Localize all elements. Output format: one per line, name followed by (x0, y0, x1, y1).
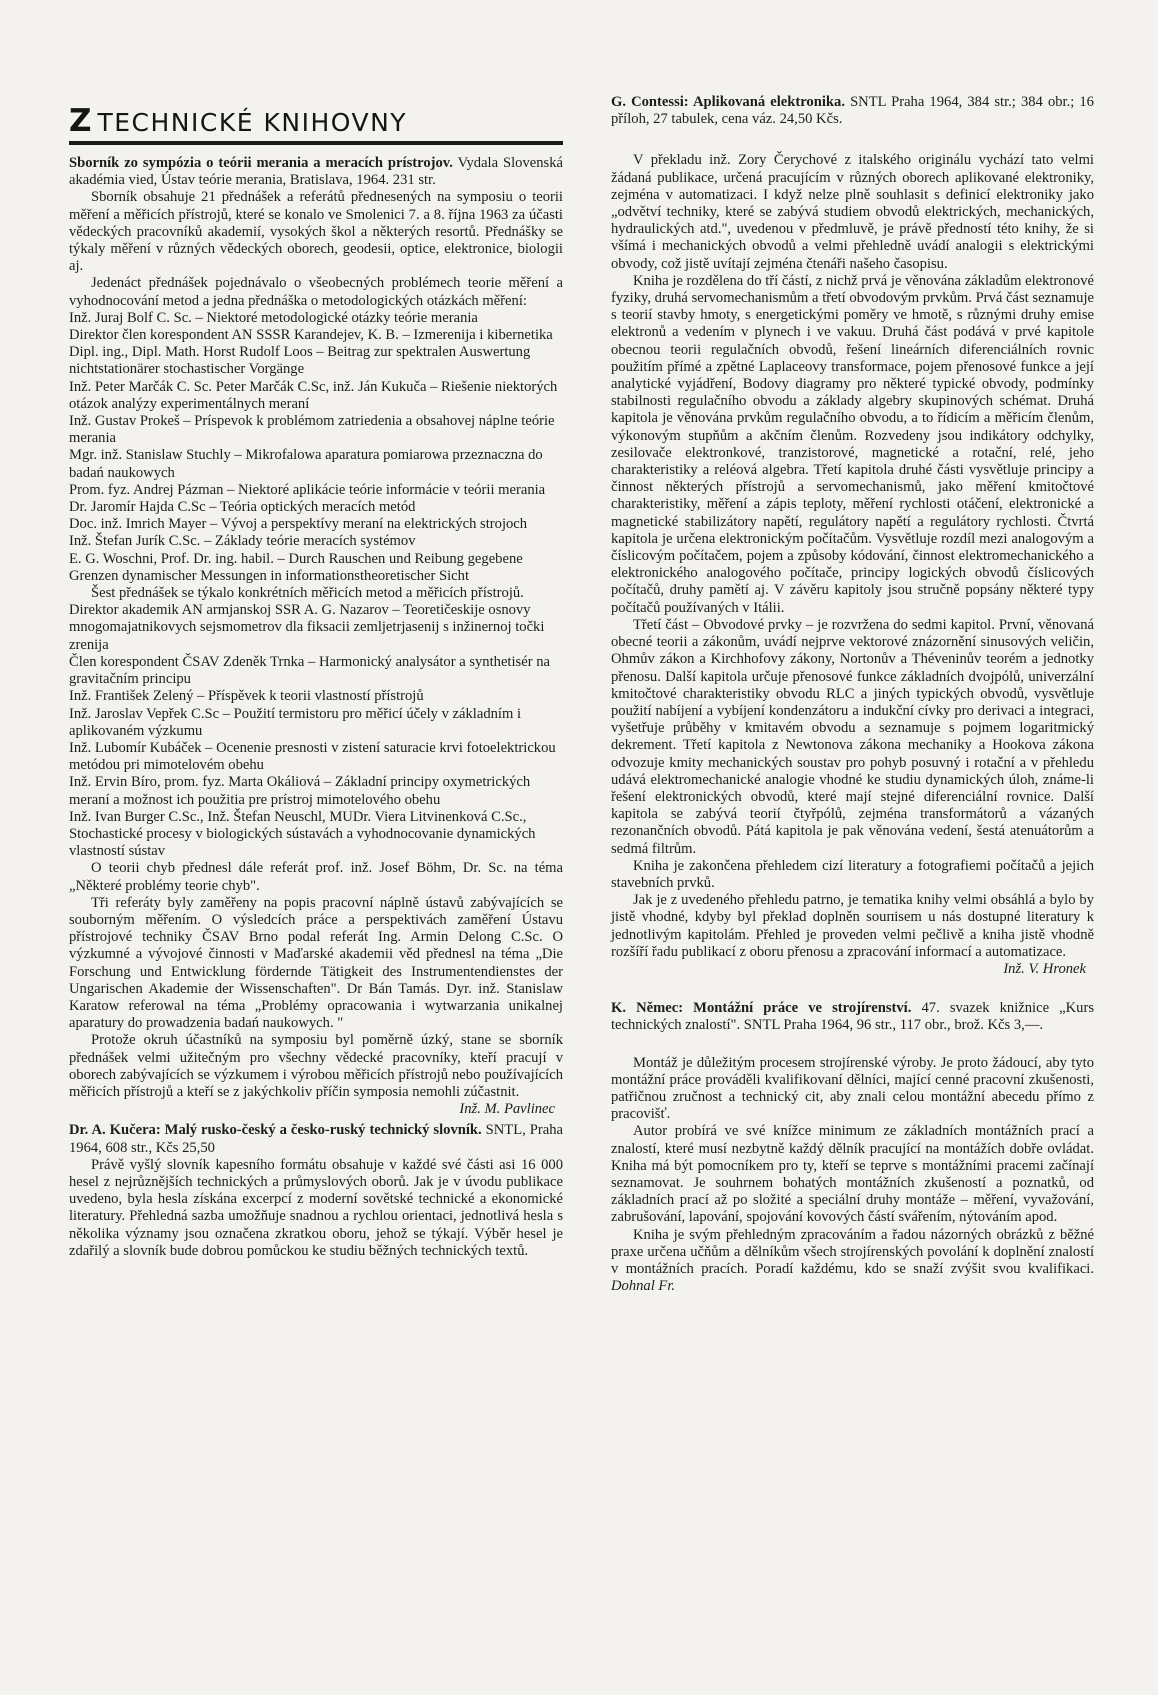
review1-signature: Inž. M. Pavlinec (459, 1101, 555, 1118)
review4-heading-details: 47. svazek knižnice „Kurs technických znalostí". SNTL Praha 1964, 96 str., 117 obr., brož. Kčs 3,—. (611, 1000, 1095, 1034)
section-title-rest: TECHNICKÉ KNIHOVNY (97, 108, 408, 137)
title-rule (69, 141, 563, 145)
review3-paragraph: Kniha je zakončena přehledem cizí literatury a fotografiemi počítačů a jejich stavebních prvků. (611, 857, 1094, 891)
list-item: Prom. fyz. Andrej Pázman – Niektoré aplikácie teórie informácie v teórii merania (69, 481, 546, 498)
review1-paragraph: Šest přednášek se týkalo konkrétních měřicích metod a měřicích přístrojů. (91, 585, 524, 602)
section-title-initial: Z (69, 103, 92, 139)
review4-paragraph: Montáž je důležitým procesem strojírenské výroby. Je proto žádoucí, aby tyto montážní práce prováděli kvalifikovaní dělníci, mající cenné pracovní zkušenosti, patřičnou zručnost a technický cit, aby znali celou montážní abecedu přímo z pracovišť. (611, 1054, 1094, 1123)
list-item: Inž. Ervin Bíro, prom. fyz. Marta Okáliová – Základní principy oxymetrických meraní a možnost ich použitia pre prístroj mimotelového obehu (69, 774, 531, 808)
list-item: Inž. Lubomír Kubáček – Ocenenie presnosti v zistení saturacie krvi fotoelektrickou metódou pri mimotelovém obehu (69, 739, 556, 774)
list-item: Doc. inž. Imrich Mayer – Vývoj a perspektívy meraní na elektrických strojoch (69, 516, 528, 533)
review1-paragraph: Sborník obsahuje 21 přednášek a referátů přednesených na symposiu o teorii měření a měřicích přístrojů, které se konalo ve Smolenici 7. a 8. října 1963 za účasti vědeckých pracovníků akademií, vysokých škol a některých resortů. Přednášky se týkaly měření v různých vědeckých oborech, geodesii, optice, elektronice, biologii aj. (69, 189, 563, 275)
review4-paragraph-text: Kniha je svým přehledným zpracováním a řadou názorných obrázků z běžné praxe určena učňům a dělníkům všech strojírenských povolání k doplnění znalostí v montážních pracích. Poradí každému, kdo se snaží zvýšit svou kvalifikaci. (611, 1226, 1094, 1277)
section-title (69, 103, 407, 139)
review4-paragraph (611, 1227, 1094, 1296)
review4-heading-bold: K. Němec: Montážní práce ve strojírenství. (611, 1000, 912, 1017)
list-item: Mgr. inž. Stanislaw Stuchly – Mikrofalowa aparatura pomiarowa przeznaczna do badań naukowych (69, 447, 543, 481)
review4-heading (611, 1000, 1094, 1034)
list-item: Direktor akademik AN armjanskoj SSR A. G. Nazarov – Teoretičeskije osnovy mnogomajatnikovych sejsmometrov dla fiksacii zemljetrjasenij s inžinernoj točki zrenija (69, 602, 545, 653)
review3-paragraph: Kniha je rozdělena do tří částí, z nichž prvá je věnována základům elektronové fyziky, druhá servomechanismům a třetí obvodovým prvkům. Prvá část seznamuje s teorií stavby hmoty, s energetickými poměry ve hmotě, s různými druhy emise elektronů a vedením v plynech i ve vakuu. Druhá část podává v prvé kapitole obecnou teorii regulačních obvodů, řešení lineárních diferenciálních rovnic použitím přímé a zpětné Laplaceovy transformace, pojem přenosové funkce a její analytické vyjádření, Bodovy diagramy pro některé typické obvody, podmínky stabilnosti regulačního obvodu a základy algebry skupinových schémat. Druhá kapitola je věnována prvkům regulačního obvodu, a to řídicím a měřicím členům, výkonovým stupňům a akčním členům. Rozvedeny jsou indikátory odchylky, zesilovače elektronkové, tranzistorové, magnetické a rotační, relé, jeho charakteristiky a reléová algebra. Třetí kapitola druhé části vysvětluje principy a činnost některých přístrojů a servomechanismů, jako měření kmitočtové charakteristiky, měření a zápis teploty, měření rychlosti otáčení, elektronické a magnetické stabilizátory napětí, regulátory napětí a regulátory rychlosti. Čtvrtá kapitola je určena elektronickým počítačům. Vysvětluje rozdíl mezi analogovým a číslicovým počítačem, pojem a způsoby kódování, činnost elektromechanického a elektronického analogového počítače, principy logických obvodů číslicových počítačů, druhy pamětí aj. V závěru kapitoly jsou stručně popsány některé typy počítačů používaných v Itálii. (611, 272, 1094, 616)
list-item: Člen korespondent ČSAV Zdeněk Trnka – Harmonický analysátor a synthetisér na gravitačním principu (69, 653, 550, 688)
review1-heading (69, 155, 563, 189)
list-item: Dipl. ing., Dipl. Math. Horst Rudolf Loos – Beitrag zur spektralen Auswertung nichtstationärer stochastischer Vorgänge (69, 344, 531, 378)
review3-heading-bold: G. Contessi: Aplikovaná elektronika. (611, 94, 845, 110)
list-item: Direktor člen korespondent AN SSSR Karandejev, K. B. – Izmerenija i kibernetika (69, 327, 553, 344)
review1-lecture-list (69, 310, 563, 585)
review1-paragraph: Protože okruh účastníků na symposiu byl poměrně úzký, stane se sborník přednášek velmi užitečným pro všechny vědecké pracovníky, kteří pracují v oborech zabývajících se výzkumem i výrobou měřicích přístrojů nebo používajících měřicích přístrojů a kteří se z jakýchkoliv příčin symposia nemohli zúčastnit. (69, 1032, 563, 1100)
review2-paragraph: Právě vyšlý slovník kapesního formátu obsahuje v každé své části asi 16 000 hesel z nejrůznějších technických a průmyslových oborů. Jak je v úvodu publikace uvedeno, byla hesla získána excerpcí z moderní sovětské technické a ekonomické literatury. Přehledná sazba umožňuje snadnou a rychlou orientaci, jednotlivá hesla s několika významy jsou označena zkratkou oboru, jehož se týkají. Výběr hesel je zdařilý a slovník bude dobrou pomůckou ke studiu běžných technických textů. (69, 1156, 563, 1259)
review2-heading-bold: Dr. A. Kučera: Malý rusko-český a česko-ruský technický slovník. (69, 1122, 482, 1139)
review3-heading-details: SNTL Praha 1964, 384 str.; 384 obr.; 16 příloh, 27 tabulek, cena váz. 24,50 Kčs. (611, 94, 1094, 128)
review1-lecture-list-2 (69, 602, 563, 860)
review4-signature: Dohnal Fr. (611, 1278, 676, 1295)
review2-heading (69, 1122, 563, 1156)
review3-signature: Inž. V. Hronek (1003, 960, 1086, 977)
list-item: Inž. Ivan Burger C.Sc., Inž. Štefan Neuschl, MUDr. Viera Litvinenková C.Sc., Stochastické procesy v biologických sústavách a vyhodnocovanie dynamických vlastností sústav (69, 808, 536, 860)
list-item: Inž. Peter Marčák C. Sc. Peter Marčák C.Sc, inž. Ján Kukuča – Riešenie niektorých otázok analýzy experimentálnych meraní (69, 378, 558, 412)
list-item: Inž. Štefan Jurík C.Sc. – Základy teórie meracích systémov (69, 533, 416, 550)
list-item: Inž. Gustav Prokeš – Príspevok k problémom zatriedenia a obsahovej náplne teórie merania (69, 413, 555, 447)
review3-paragraph: Jak je z uvedeného přehledu patrno, je tematika knihy velmi obsáhlá a bylo by jistě vhodné, kdyby byl překlad doplněn souпisem u nás dostupné literatury k jednotlivým kapitolám. Přehled je proveden velmi pečlivě a kniha jistě vhodně rozšíří řadu publikací z oboru přenosu a zpracování informací a automatizace. (611, 892, 1094, 960)
review1-paragraph: O teorii chyb přednesl dále referát prof. inž. Josef Böhm, Dr. Sc. na téma „Některé problémy teorie chyb". (69, 860, 563, 894)
list-item: E. G. Woschni, Prof. Dr. ing. habil. – Durch Rauschen und Reibung gegebene Grenzen dynamischer Messungen in informationstheoretischer Sicht (69, 550, 523, 584)
review1-paragraph: Jedenáct přednášek pojednávalo o všeobecných problémech teorie měření a vyhodnocování metod a jedna přednáška o metodologických otázkách měření: (69, 275, 563, 309)
review4-paragraph: Autor probírá ve své knížce minimum ze základních montážních prací a znalostí, které musí nezbytně každý dělník pracující na montážích dobře ovládat. Kniha má být pomocníkem pro ty, kteří se teprve s montážními pracemi začínají seznamovat. Je souhrnem bohatých montážních zkušeností a poznatků, od základních prací až po složité a speciální druhy montáže – měření, vyvažování, zabrušování, lapování, spojování kovových částí svářením, nýtováním apod. (611, 1123, 1094, 1226)
review1-heading-details: Vydala Slovenská akadémia vied, Ústav teórie merania, Bratislava, 1964. 231 str. (69, 155, 563, 189)
list-item: Inž. František Zelený – Příspěvek k teorii vlastností přístrojů (69, 688, 424, 705)
right-column (611, 94, 1094, 1295)
list-item: Inž. Juraj Bolf C. Sc. – Niektoré metodologické otázky teórie merania (69, 309, 478, 326)
review3-paragraph: Třetí část – Obvodové prvky – je rozvržena do sedmi kapitol. První, věnovaná obecné teorii a zákonům, uvádí nejprve vektorové znázornění sinusových veličin, Ohmův zákon a Kirchhofovy zákony, Nortonův a Théveninův teorém a jednotky přenosu. Další kapitola určuje přenosové funkce základních dvojpólů, univerzální kmitočtové charakteristiky obvodu RLC a jiných typických obvodů, vysvětluje použití nabíjení a vybíjení kondenzátoru a indukční cívky pro derivaci a integraci, vyšetřuje průběhy v kmitavém obvodu a seznamuje s pojmem logaritmický dekrement. Třetí kapitola z Newtonova zákona mechaniky a Hookova zákona odvozuje kmity mechanických soustav pro pohyb posuvný i rotační a v přehledu udává elektromechanické analogie vhodné ke studiu dynamických úloh, známe-li řešení elektronických obvodů, které mají stejné diferenciální rovnice. Další kapitola se zabývá teorií čtyřpólů, zejména transformátorů a vázaných rezonančních obvodů. Pátá kapitola je pak věnována vedení, šestá atenuátorům a sedmá filtrům. (611, 616, 1094, 857)
review1-paragraph: Tři referáty byly zaměřeny na popis pracovní náplně ústavů zabývajících se souborným měřením. O výsledcích práce a perspektivách zaměření Ústavu přístrojové techniky ČSAV Brno podal referát Ing. Armin Delong C.Sc. O výzkumné a vývojové činnosti v Maďarské akademii věd přednesl na téma „Die Forschung und Entwicklung fördernde Tätigkeit des Instrumentendienstes der Ungarischen Akademie der Wissenschaften". Dr Bán Tamás. Dyr. inž. Stanislaw Karatow referowal na téma „Problémy opracowania i wytwarzania unikalnej aparatury do prowadzenia badań naukowych. " (69, 894, 563, 1032)
review3-heading (611, 94, 1094, 128)
list-item: Inž. Jaroslav Vepřek C.Sc – Použití termistoru pro měřicí účely v základním i aplikovaném výzkumu (69, 705, 522, 739)
review2-heading-details: SNTL, Praha 1964, 608 str., Kčs 25,50 (69, 1122, 563, 1156)
list-item: Dr. Jaromír Hajda C.Sc – Teória optických meracích metód (69, 499, 416, 516)
left-column (69, 155, 563, 1260)
review3-paragraph: V překladu inž. Zory Čerychové z italského originálu vychází tato velmi žádaná publikace, určená pracujícím v různých oborech aplikované elektroniky, zejména v automatizaci. I když nelze plně souhlasit s definicí elektroniky jako „odvětví techniky, které se zabývá studiem obvodů elektrických, mechanických, hydraulických atd.", uvedenou v předmluvě, je právě předností této knihy, že si všímá i mechanických obvodů a velmi přehledně uvádí analogii s elektrickými obvody, což jistě uvítají zejména čtenáři našeho časopisu. (611, 152, 1094, 272)
review1-heading-bold: Sborník zo sympózia o teórii merania a meracích prístrojov. (69, 155, 453, 171)
